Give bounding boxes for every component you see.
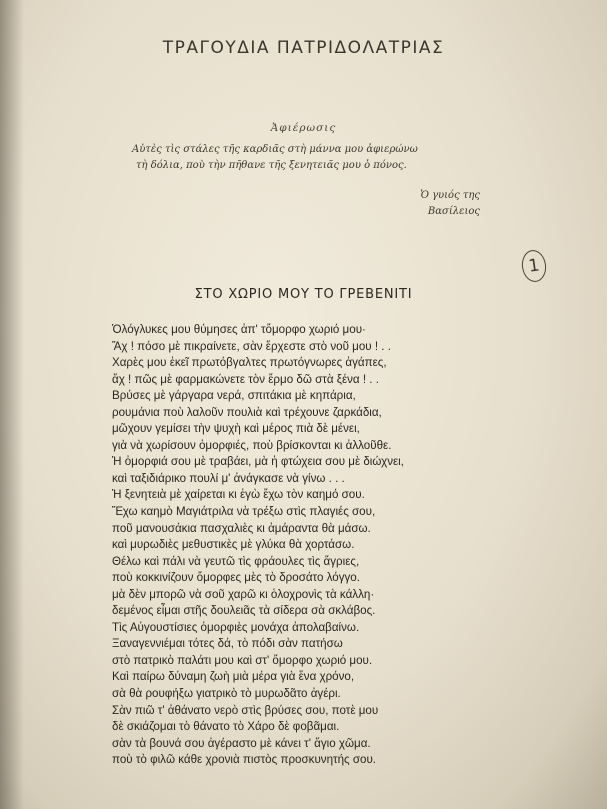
poem-line: Ἄχ ! πόσο μὲ πικραίνετε, σὰν ἔρχεστε στὸ νοῦ μου ! . .	[112, 339, 391, 353]
poem-line: καὶ ταξιδιάρικο πουλί μ' ἀνάγκασε νὰ γίνω . . .	[112, 471, 345, 485]
poem-line: Χαρὲς μου ἐκεῖ πρωτόβγαλτες πρωτόγνωρες ἀγάπες,	[112, 356, 387, 370]
poem-line: Ἡ ὀμορφιά σου μὲ τραβάει, μὰ ἡ φτώχεια σου μὲ διώχνει,	[112, 455, 404, 469]
poem-line: Τὶς Αὐγουστίσιες ὀμορφιὲς μονάχα ἀπολαβαίνω.	[112, 620, 360, 634]
poem-line: Ἔχω καημὸ Μαγιάτριλα νὰ τρέξω στὶς πλαγιές σου,	[112, 505, 376, 519]
poem-line: ἄχ ! πῶς μὲ φαρμακώνετε τὸν ἔρμο δῶ στὰ ξένα ! . .	[112, 372, 379, 386]
poem-line: καὶ μυρωδιὲς μεθυστικὲς μὲ γλύκα θὰ χορτάσω.	[112, 538, 355, 552]
poem-title: ΣΤΟ ΧΩΡΙΟ ΜΟΥ ΤΟ ΓΡΕΒΕΝΙΤΙ	[194, 287, 413, 302]
poem-text	[112, 322, 502, 769]
dedication-heading: Ἀφιέρωσις	[270, 122, 337, 134]
poem-line: δὲ σκιάζομαι τὸ θάνατο τὸ Χάρο δὲ φοβᾶμαι.	[112, 720, 340, 734]
poem-line: Ξαναγεννιέμαι τότες δά, τὸ πόδι σὰν πατήσω	[112, 637, 343, 651]
dedication-signature	[380, 188, 480, 220]
poem-line: μῶχουν γεμίσει τὴν ψυχὴ καὶ μέρος πιὰ δὲ μένει,	[112, 422, 360, 436]
dedication-line: τὴ δόλια, ποὺ τὴν πῆθανε τῆς ξενητειᾶς μου ὁ πόνος.	[136, 160, 407, 171]
poem-line: Ἡ ξενητειὰ μὲ χαίρεται κι ἐγὼ ἔχω τὸν καημό σου.	[112, 488, 365, 502]
poem-line: δεμένος εἶμαι στῆς δουλειᾶς τὰ σίδερα σὰ σκλάβος.	[112, 604, 376, 618]
poem-line: Καὶ παίρω δύναμη ζωὴ μιὰ μέρα γιὰ ἕνα χρόνο,	[112, 670, 355, 684]
signature-line: Ὁ γυιός της	[420, 190, 480, 201]
poem-line: Σὰν πιῶ τ' ἀθάνατο νερὸ στὶς βρύσες σου, ποτὲ μου	[112, 703, 379, 717]
poem-line: Βρύσες μὲ γάργαρα νερά, σπιτάκια μὲ κηπάρια,	[112, 389, 356, 403]
book-title: ΤΡΑΓΟΥΔΙΑ ΠΑΤΡΙΔΟΛΑΤΡΙΑΣ	[162, 38, 445, 58]
poem-line: ποὺ κοκκινίζουν ὄμορφες μὲς τὸ δροσάτο λόγγο.	[112, 571, 360, 585]
poem-line: ποὺ τὸ φιλῶ κάθε χρονιὰ πιστὸς προσκυνητής σου.	[112, 753, 377, 767]
signature-line: Βασίλειος	[427, 206, 480, 217]
handwritten-page-number: 1	[520, 248, 548, 283]
poem-line: ποῦ μανουσάκια πασχαλιὲς κι ἀμάραντα θὰ μάσω.	[112, 521, 371, 535]
poem-line: Θέλω καὶ πάλι νὰ γευτῶ τὶς φράουλες τὶς ἄγριες,	[112, 554, 360, 568]
poem-line: σὰν τὰ βουνά σου ἀγέραστο μὲ κάνει τ' ἅγιο χῶμα.	[112, 736, 371, 750]
poem-line: μὰ δὲν μπορῶ νὰ σοῦ χαρῶ κι ὁλοχρονὶς τὰ κάλλη·	[112, 587, 375, 601]
poem-line: γιὰ νὰ χωρίσουν ὀμορφιές, ποὺ βρίσκονται κι ἀλλοῦθε.	[112, 438, 392, 452]
dedication-line: Αὐτὲς τὶς στάλες τῆς καρδιᾶς στὴ μάννα μου ἀφιερώνω	[132, 144, 418, 155]
poem-line: Ὁλόγλυκες μου θύμησες ἀπ' τὄμορφο χωριό μου·	[112, 323, 366, 336]
poem-line: ρουμάνια ποὺ λαλοῦν πουλιὰ καὶ τρέχουνε ζαρκάδια,	[112, 405, 382, 419]
poem-line: στὸ πατρικὸ παλάτι μου καὶ στ' ὄμορφο χωριό μου.	[112, 653, 373, 667]
dedication-text	[132, 142, 492, 174]
poem-line: σὰ θὰ ρουφήξω γιατρικὸ τὸ μυρωδᾶτο ἀγέρι.	[112, 687, 341, 701]
